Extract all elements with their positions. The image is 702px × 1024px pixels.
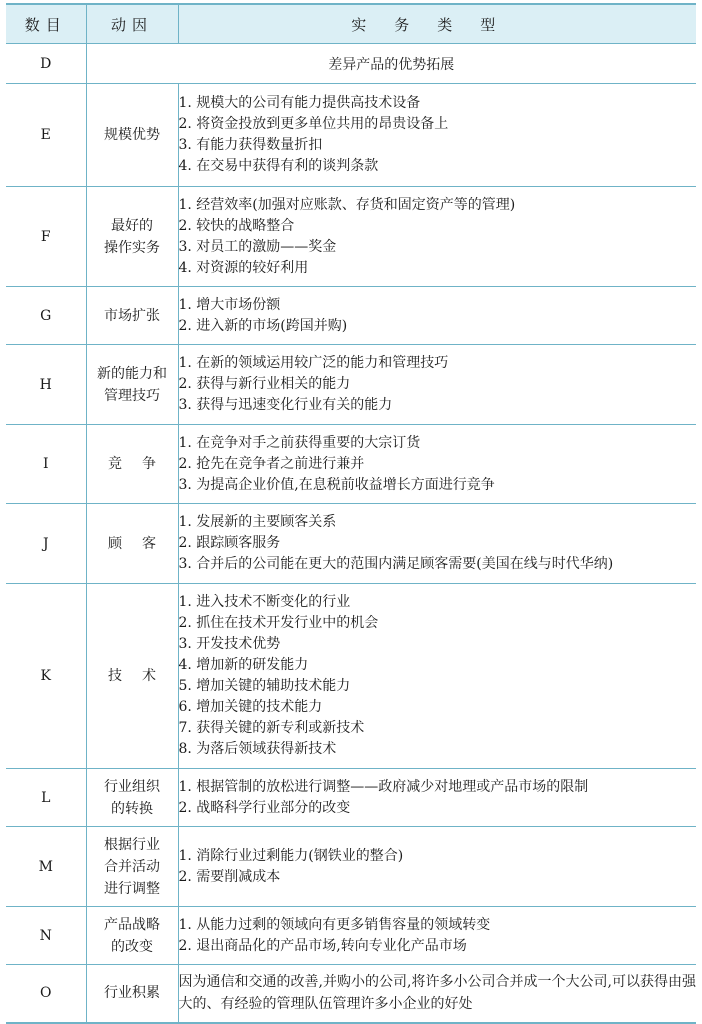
list-item: 3. 有能力获得数量折扣	[178, 137, 323, 153]
list-item: 2. 进入新的市场(跨国并购)	[178, 317, 348, 334]
row-number: M	[6, 827, 86, 907]
list-item: 8. 为落后领域获得新技术	[178, 741, 337, 757]
table-row	[6, 504, 696, 584]
list-item: 2. 将资金投放到更多单位共用的昂贵设备上	[178, 116, 449, 132]
row-items	[178, 425, 696, 504]
list-item: 1. 规模大的公司有能力提供高技术设备	[178, 95, 421, 111]
list-item: 2. 抓住在技术开发行业中的机会	[178, 615, 379, 631]
motive-line: 竞争	[108, 456, 176, 472]
table-row	[6, 965, 696, 1023]
list-item: 1. 在竞争对手之前获得重要的大宗订货	[178, 434, 421, 451]
motive-line: 规模优势	[104, 127, 160, 143]
row-items	[178, 345, 696, 425]
list-item: 4. 增加新的研发能力	[178, 657, 309, 673]
motive-line: 新的能力和	[97, 365, 167, 382]
motive-line: 进行调整	[104, 880, 160, 897]
row-items	[178, 827, 696, 907]
list-item: 3. 为提高企业价值,在息税前收益增长方面进行竞争	[178, 476, 495, 493]
row-items	[178, 769, 696, 827]
table-body	[6, 44, 696, 1023]
row-number: L	[6, 769, 86, 827]
list-item: 2. 较快的战略整合	[178, 217, 295, 234]
motive-line: 最好的	[111, 217, 153, 234]
motive-line: 技术	[108, 668, 176, 684]
motive-line: 产品战略	[104, 916, 160, 933]
row-number: J	[6, 504, 86, 584]
list-item: 1. 根据管制的放松进行调整——政府减少对地理或产品市场的限制	[178, 778, 589, 795]
list-item: 1. 消除行业过剩能力(钢铁业的整合)	[178, 847, 404, 864]
motive-line: 根据行业	[104, 836, 160, 853]
motive-line: 操作实务	[104, 239, 160, 256]
row-motive	[86, 769, 178, 827]
list-item: 3. 获得与迅速变化行业有关的能力	[178, 397, 393, 413]
row-number: O	[6, 965, 86, 1023]
list-item: 5. 增加关键的辅助技术能力	[178, 678, 351, 694]
row-motive	[86, 827, 178, 907]
table-row	[6, 827, 696, 907]
row-motive	[86, 345, 178, 425]
row-number: I	[6, 425, 86, 504]
row-paragraph: 因为通信和交通的改善,并购小的公司,将许多小公司合并成一个大公司,可以获得由强大的、有经验的管理队伍管理许多小企业的好处	[178, 965, 696, 1023]
motive-line: 合并活动	[104, 858, 160, 875]
row-items	[178, 907, 696, 965]
list-item: 2. 获得与新行业相关的能力	[178, 376, 351, 392]
table-row	[6, 287, 696, 345]
table-row	[6, 584, 696, 769]
row-full-text: 差异产品的优势拓展	[86, 44, 696, 84]
list-item: 2. 需要削减成本	[178, 868, 281, 885]
row-motive	[86, 584, 178, 769]
list-item: 1. 发展新的主要顾客关系	[178, 514, 337, 530]
row-motive	[86, 287, 178, 345]
table-row	[6, 769, 696, 827]
motive-line: 的转换	[111, 800, 153, 817]
list-item: 3. 合并后的公司能在更大的范围内满足顾客需要(美国在线与时代华纳)	[178, 556, 614, 572]
row-items	[178, 504, 696, 584]
table-row	[6, 187, 696, 287]
row-motive	[86, 425, 178, 504]
list-item: 1. 经营效率(加强对应账款、存货和固定资产等的管理)	[178, 196, 516, 213]
list-item: 4. 在交易中获得有利的谈判条款	[178, 158, 379, 174]
row-items	[178, 84, 696, 187]
row-number: N	[6, 907, 86, 965]
list-item: 4. 对资源的较好利用	[178, 259, 309, 276]
row-items	[178, 187, 696, 287]
table-row	[6, 44, 696, 84]
row-items	[178, 584, 696, 769]
list-item: 1. 从能力过剩的领域向有更多销售容量的领域转变	[178, 916, 491, 933]
row-number: D	[6, 44, 86, 84]
motive-line: 的改变	[111, 938, 153, 955]
list-item: 7. 获得关键的新专利或新技术	[178, 720, 365, 736]
table-row	[6, 907, 696, 965]
list-item: 1. 在新的领域运用较广泛的能力和管理技巧	[178, 355, 449, 371]
list-item: 2. 跟踪顾客服务	[178, 535, 281, 551]
table-row	[6, 84, 696, 187]
row-number: H	[6, 345, 86, 425]
motive-line: 市场扩张	[104, 307, 160, 324]
row-number: F	[6, 187, 86, 287]
row-motive	[86, 907, 178, 965]
table-row	[6, 425, 696, 504]
motive-line: 顾客	[108, 535, 176, 552]
list-item: 3. 开发技术优势	[178, 636, 281, 652]
motive-line: 行业积累	[104, 985, 160, 1002]
row-motive	[86, 504, 178, 584]
motive-line: 行业组织	[104, 778, 160, 795]
header-transaction-type: 实务类型	[178, 4, 696, 44]
list-item: 1. 增大市场份额	[178, 296, 281, 313]
header-motive: 动因	[86, 4, 178, 44]
motives-table	[6, 3, 696, 1024]
row-motive	[86, 187, 178, 287]
row-motive	[86, 84, 178, 187]
table-row	[6, 345, 696, 425]
row-number: K	[6, 584, 86, 769]
motive-line: 管理技巧	[104, 387, 160, 404]
row-items	[178, 287, 696, 345]
header-number: 数目	[6, 4, 86, 44]
row-motive	[86, 965, 178, 1023]
list-item: 3. 对员工的激励——奖金	[178, 238, 337, 255]
list-item: 2. 战略科学行业部分的改变	[178, 799, 351, 816]
list-item: 2. 退出商品化的产品市场,转向专业化产品市场	[178, 937, 467, 954]
table-header-row	[6, 4, 696, 44]
list-item: 1. 进入技术不断变化的行业	[178, 594, 351, 610]
row-number: E	[6, 84, 86, 187]
list-item: 2. 抢先在竞争者之前进行兼并	[178, 455, 365, 472]
row-number: G	[6, 287, 86, 345]
list-item: 6. 增加关键的技术能力	[178, 699, 323, 715]
